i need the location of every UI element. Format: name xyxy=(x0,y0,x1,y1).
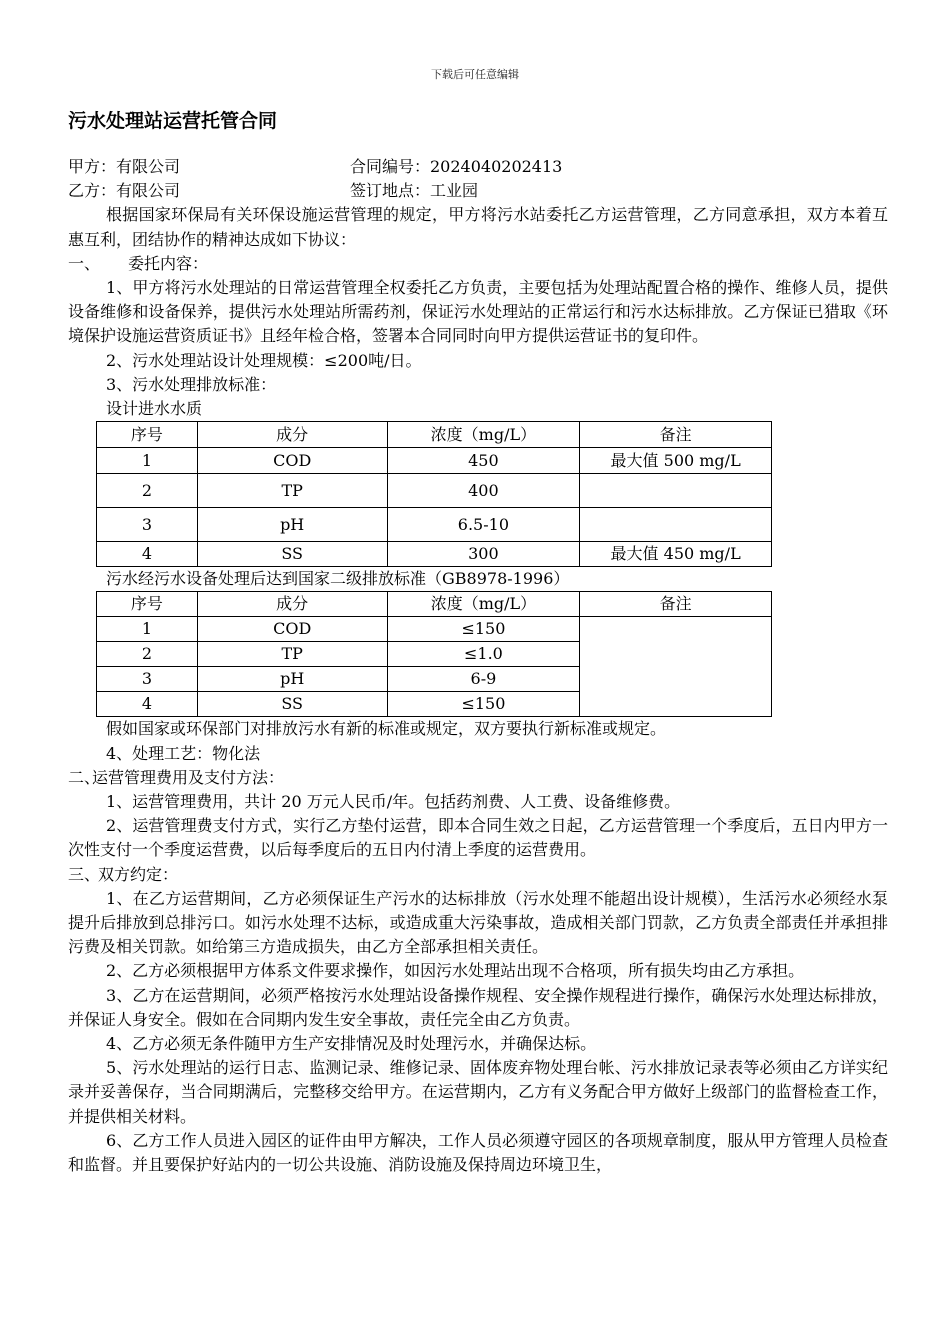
table-cell: pH xyxy=(197,667,387,692)
table-cell: 最大值 450 mg/L xyxy=(580,542,772,567)
header-cell: 浓度（mg/L） xyxy=(387,592,580,617)
section-1-paragraph-1: 1、甲方将污水处理站的日常运营管理全权委托乙方负责，主要包括为处理站配置合格的操作、维修人员，提供设备维修和设备保养，提供污水处理站所需药剂，保证污水处理站的正常运行和污水达标排放。乙方保证已猎取《环境保护设施运营资质证书》且经年检合格，签署本合同同时向甲方提供运营证书的复印件。 xyxy=(68,278,888,346)
section-1-paragraph-3: 3、污水处理排放标准： xyxy=(106,374,277,394)
section-2-paragraph-2: 2、运营管理费支付方式，实行乙方垫付运营，即本合同生效之日起，乙方运营管理一个季度后，五日内甲方一次性支付一个季度运营费，以后每季度后的五日内付清上季度的运营费用。 xyxy=(68,816,888,860)
table-cell: ≤1.0 xyxy=(387,642,580,667)
table-cell: 最大值 500 mg/L xyxy=(580,448,772,474)
section-3-paragraph-2: 2、乙方必须根据甲方体系文件要求操作，如因污水处理站出现不合格项，所有损失均由乙方承担。 xyxy=(106,961,805,981)
table-cell: 1 xyxy=(97,448,198,474)
table-header-row xyxy=(97,592,772,617)
header-cell: 备注 xyxy=(580,422,772,448)
table-cell: COD xyxy=(197,448,387,474)
meta-row-party-b xyxy=(68,179,888,203)
table-row xyxy=(97,474,772,508)
header-cell: 序号 xyxy=(97,592,198,617)
section-3-number: 三、 xyxy=(68,864,101,884)
section-1-heading xyxy=(68,252,888,276)
table-cell: 4 xyxy=(97,542,198,567)
party-a: 甲方：有限公司 xyxy=(68,157,181,176)
table-cell: 6.5-10 xyxy=(387,508,580,542)
section-1-after-table: 假如国家或环保部门对排放污水有新的标准或规定，双方要执行新标准或规定。 xyxy=(106,719,667,739)
table-header-row xyxy=(97,422,772,448)
influent-quality-table xyxy=(96,421,772,567)
table-2-caption: 污水经污水设备处理后达到国家二级排放标准（GB8978-1996） xyxy=(106,569,570,589)
section-3-paragraph-6: 6、乙方工作人员进入园区的证件由甲方解决，工作人员必须遵守园区的各项规章制度，服从甲方管理人员检查和监督。并且要保护好站内的一切公共设施、消防设施及保持周边环境卫生， xyxy=(68,1130,888,1175)
table-cell: 300 xyxy=(387,542,580,567)
table-cell: 400 xyxy=(387,474,580,508)
header-note: 下载后可任意编辑 xyxy=(431,68,519,81)
table-cell: 6-9 xyxy=(387,667,580,692)
document-title: 污水处理站运营托管合同 xyxy=(68,110,278,132)
table-cell: pH xyxy=(197,508,387,542)
table-cell: COD xyxy=(197,617,387,642)
table-row xyxy=(97,617,772,642)
table-cell: 3 xyxy=(97,508,198,542)
contract-number: 合同编号：2024040202413 xyxy=(350,157,563,176)
table-cell: 1 xyxy=(97,617,198,642)
table-cell: 4 xyxy=(97,692,198,717)
table-cell: ≤150 xyxy=(387,617,580,642)
section-3-paragraph-3: 3、乙方在运营期间，必须严格按污水处理站设备操作规程、安全操作规程进行操作，确保污水处理达标排放，并保证人身安全。假如在合同期内发生安全事故，责任完全由乙方负责。 xyxy=(68,985,888,1029)
table-cell: SS xyxy=(197,692,387,717)
section-3-title: 双方约定： xyxy=(98,864,179,884)
document-body xyxy=(68,155,888,1177)
section-1-paragraph-2: 2、污水处理站设计处理规模：≤200吨/日。 xyxy=(106,350,422,370)
section-3-heading xyxy=(68,863,888,887)
header-cell: 序号 xyxy=(97,422,198,448)
section-3-paragraph-4: 4、乙方必须无条件随甲方生产安排情况及时处理污水，并确保达标。 xyxy=(106,1034,597,1054)
table-row xyxy=(97,448,772,474)
header-cell: 备注 xyxy=(580,592,772,617)
section-2-paragraph-1: 1、运营管理费用，共计 20 万元人民币/年。包括药剂费、人工费、设备维修费。 xyxy=(106,792,681,812)
party-b: 乙方：有限公司 xyxy=(68,181,181,201)
signing-location: 签订地点：工业园 xyxy=(350,181,479,201)
table-1-caption: 设计进水水质 xyxy=(106,399,203,419)
section-1-paragraph-4: 4、处理工艺：物化法 xyxy=(106,743,261,763)
meta-row-party-a xyxy=(68,155,888,179)
section-1-number: 一、 xyxy=(68,253,101,273)
header-cell: 成分 xyxy=(197,422,387,448)
intro-paragraph: 根据国家环保局有关环保设施运营管理的规定，甲方将污水站委托乙方运营管理，乙方同意承担，双方本着互惠互利，团结协作的精神达成如下协议： xyxy=(68,205,888,249)
section-2-heading xyxy=(68,766,888,790)
table-cell: 2 xyxy=(97,642,198,667)
table-cell: SS xyxy=(197,542,387,567)
table-cell: 2 xyxy=(97,474,198,508)
section-2-number: 二、 xyxy=(68,767,101,787)
section-3-paragraph-1: 1、在乙方运营期间，乙方必须保证生产污水的达标排放（污水处理不能超出设计规模），生活污水必须经水泵提升后排放到总排污口。如污水处理不达标，或造成重大污染事故，造成相关部门罚款，乙方负责全部责任并承担排污费及相关罚款。如给第三方造成损失，由乙方全部承担相关责任。 xyxy=(68,888,888,957)
header-cell: 浓度（mg/L） xyxy=(387,422,580,448)
effluent-standard-table xyxy=(96,591,772,717)
header-cell: 成分 xyxy=(197,592,387,617)
table-cell: TP xyxy=(197,474,387,508)
table-cell xyxy=(580,474,772,508)
table-row xyxy=(97,542,772,567)
table-cell: 3 xyxy=(97,667,198,692)
table-cell: 450 xyxy=(387,448,580,474)
section-2-title: 运营管理费用及支付方法： xyxy=(92,767,285,787)
section-3-paragraph-5: 5、污水处理站的运行日志、监测记录、维修记录、固体废弃物处理台帐、污水排放记录表等必须由乙方详实纪录并妥善保存，当合同期满后，完整移交给甲方。在运营期内，乙方有义务配合甲方做好上级部门的监督检查工作，并提供相关材料。 xyxy=(68,1058,888,1126)
table-cell: TP xyxy=(197,642,387,667)
remarks-merged-cell xyxy=(580,617,772,717)
section-1-title: 委托内容： xyxy=(128,253,209,273)
table-row xyxy=(97,508,772,542)
table-cell xyxy=(580,508,772,542)
table-cell: ≤150 xyxy=(387,692,580,717)
